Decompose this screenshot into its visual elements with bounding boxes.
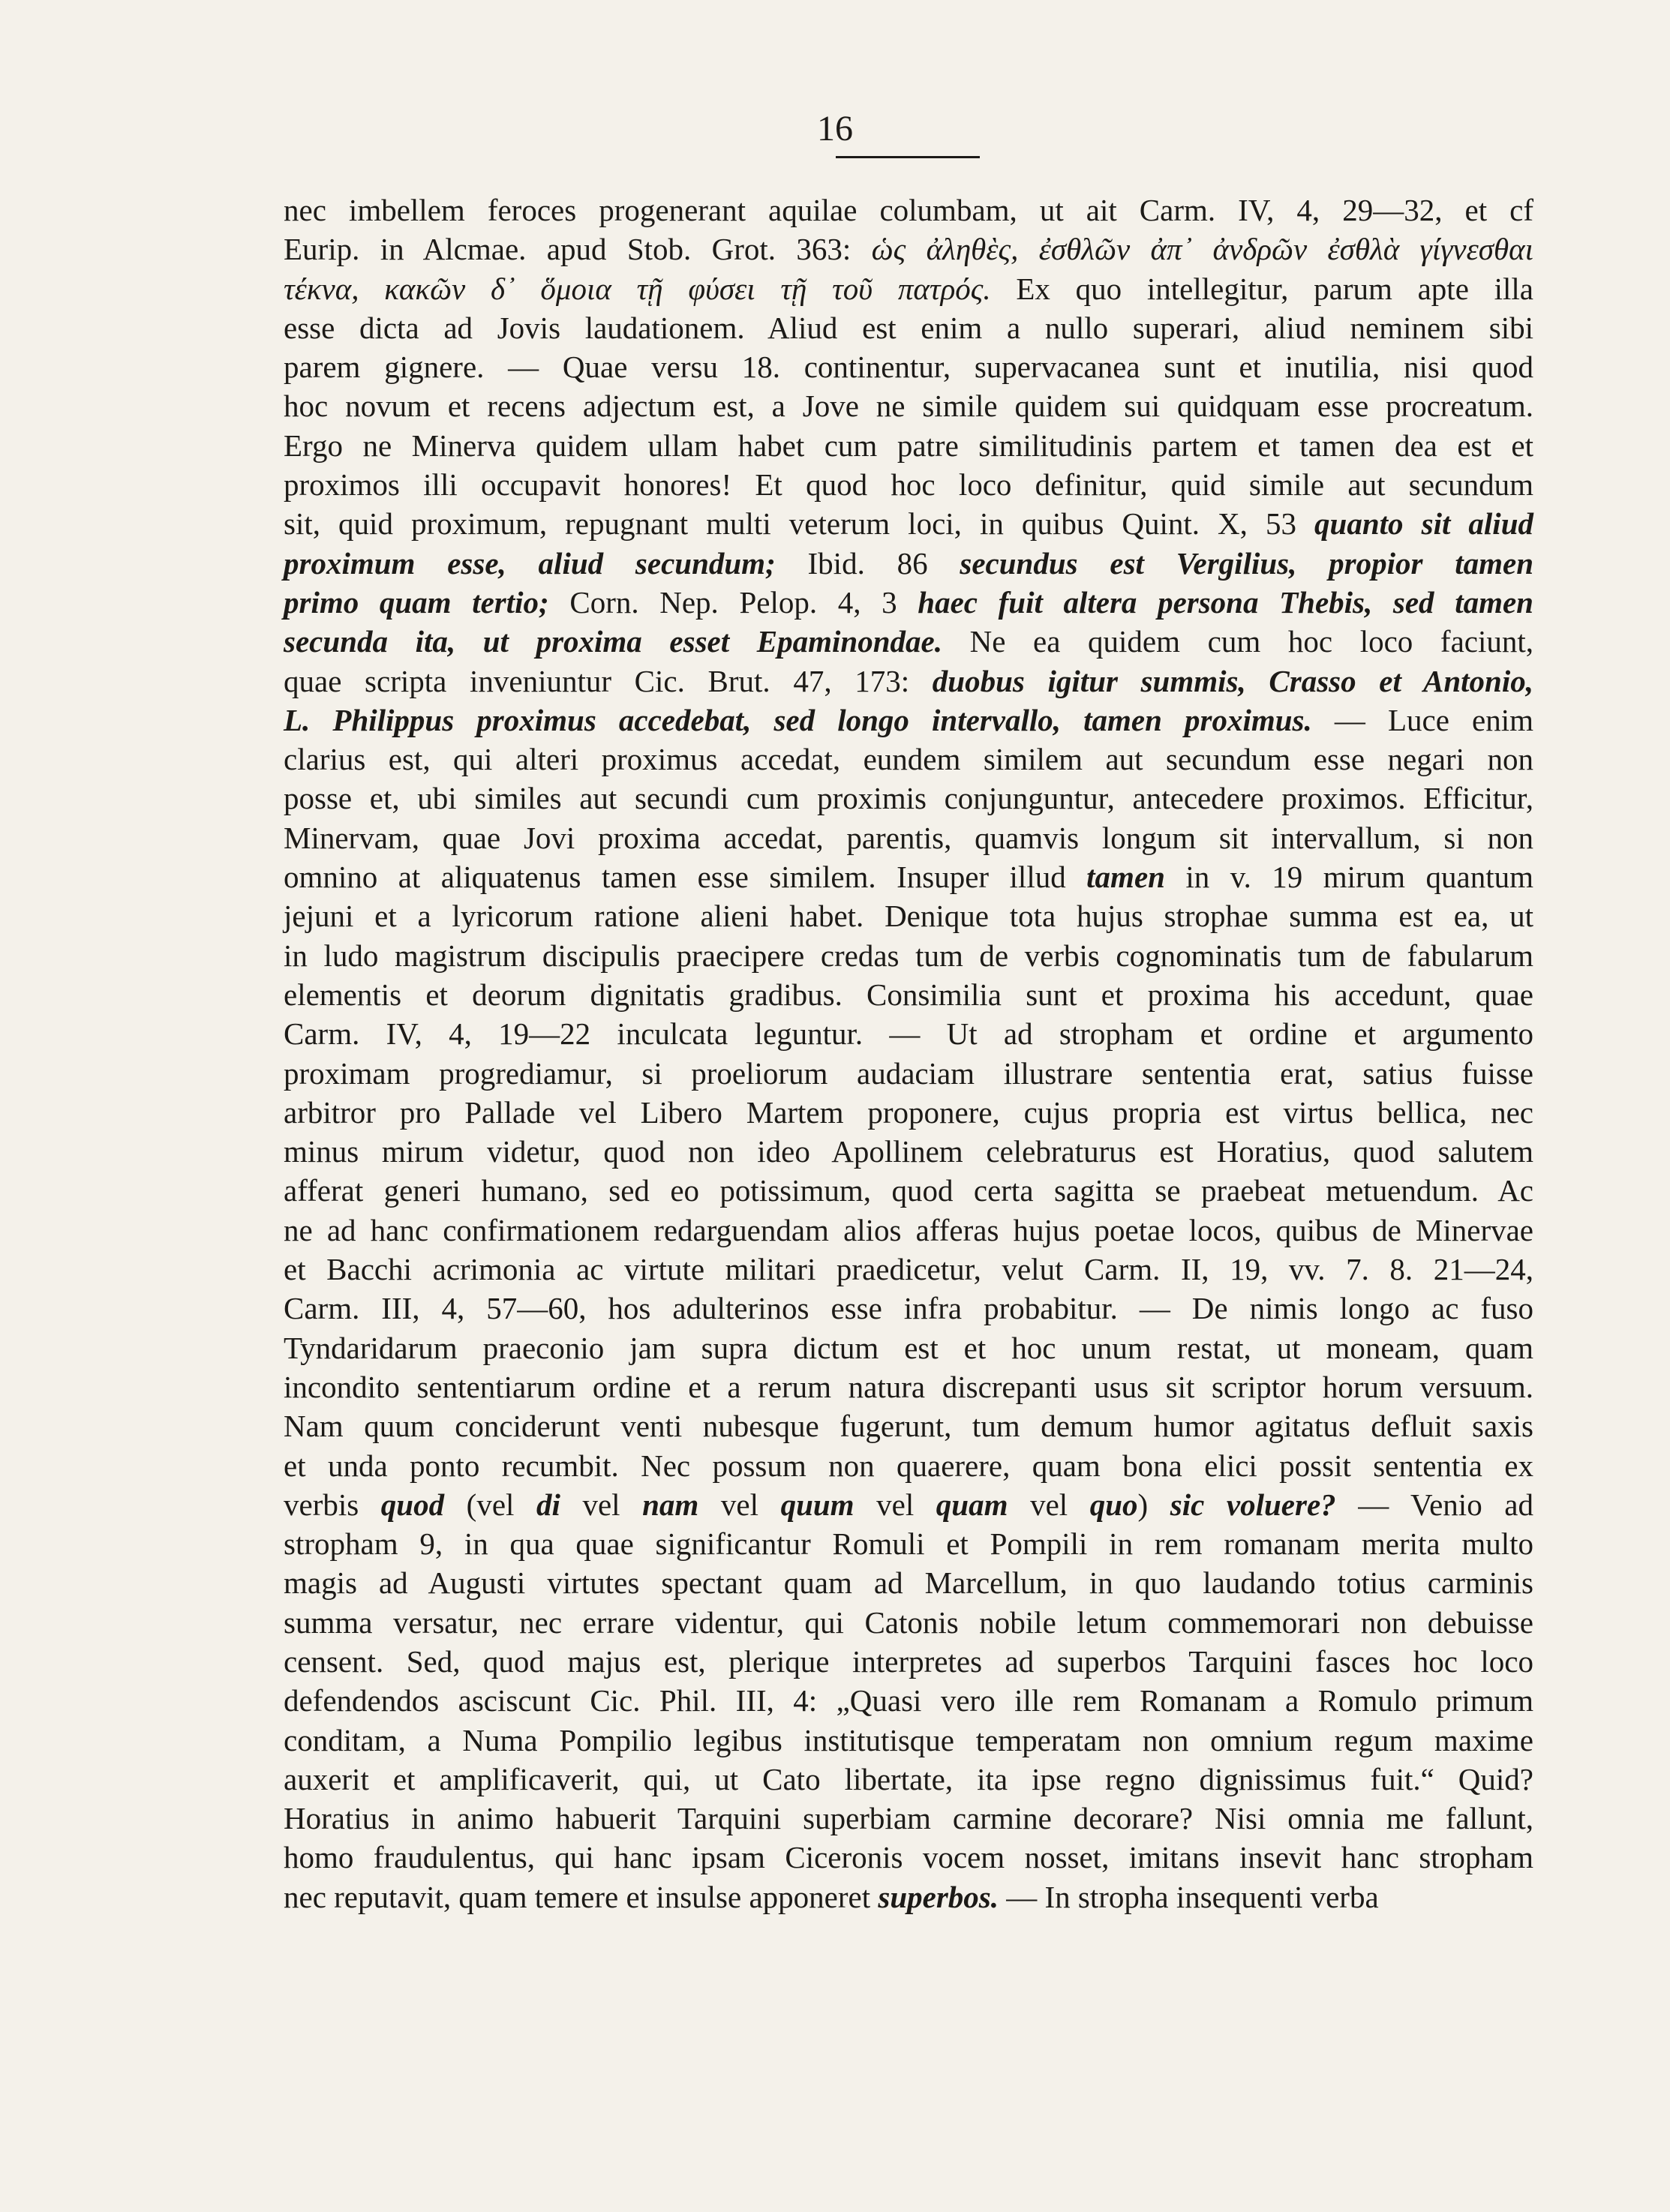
text-line: Eurip. in Alcmae. apud Stob. Grot. 363: ὡς ἀληθὲς, ἐσθλῶν ἀπ᾽ ἀνδρῶν ἐσθλὰ γίγνεσθαι [284,232,1533,267]
text-line: nec reputavit, quam temere et insulse apponeret superbos. — In stropha insequenti verba [284,1879,1379,1914]
text-line: Minervam, quae Jovi proxima accedat, parentis, quamvis longum sit intervallum, si non [284,820,1533,855]
text-line: auxerit et amplificaverit, qui, ut Cato libertate, ita ipse regno dignissimus fuit.“ Quid? [284,1761,1533,1796]
text-line: nec imbellem feroces progenerant aquilae columbam, ut ait Carm. IV, 4, 29—32, et cf [284,193,1533,227]
text-line: esse dicta ad Jovis laudationem. Aliud est enim a nullo superari, aliud neminem sibi [284,310,1533,345]
text-line: sit, quid proximum, repugnant multi veterum loci, in quibus Quint. X, 53 quanto sit aliud [284,506,1533,542]
text-line: verbis quod (vel di vel nam vel quum vel quam vel quo) sic voluere? — Venio ad [284,1487,1533,1522]
text-line: τέκνα, κακῶν δ᾽ ὅμοια τῇ φύσει τῇ τοῦ πατρός. Ex quo intellegitur, parum apte illa [284,271,1533,306]
text-line: Carm. IV, 4, 19—22 inculcata leguntur. — Ut ad stropham et ordine et argumento [284,1016,1533,1052]
text-line: proximos illi occupavit honores! Et quod hoc loco definitur, quid simile aut secundum [284,467,1533,503]
text-line: arbitror pro Pallade vel Libero Martem proponere, cujus propria est virtus bellica, nec [284,1094,1533,1130]
text-line: proximam progrediamur, si proeliorum audaciam illustrare sententia erat, satius fuisse [284,1055,1533,1091]
text-line: et unda ponto recumbit. Nec possum non quaerere, quam bona elici possit sententia ex [284,1448,1533,1483]
text-line: posse et, ubi similes aut secundi cum proximis conjunguntur, antecedere proximos. Efficitur, [284,781,1533,816]
text-line: minus mirum videtur, quod non ideo Apollinem celebraturus est Horatius, quod salutem [284,1134,1533,1169]
text-line: afferat generi humano, sed eo potissimum, quod certa sagitta se praebeat metuendum. Ac [284,1173,1533,1208]
text-line: omnino at aliquatenus tamen esse similem. Insuper illud tamen in v. 19 mirum quantum [284,860,1533,895]
page-number: 16 [817,109,853,149]
text-line: elementis et deorum dignitatis gradibus. Consimilia sunt et proxima his accedunt, quae [284,977,1533,1012]
text-line: censent. Sed, quod majus est, plerique interpretes ad superbos Tarquini fasces hoc loco [284,1643,1533,1679]
page-number-rule [836,156,980,158]
text-line: Horatius in animo habuerit Tarquini superbiam carmine decorare? Nisi omnia me fallunt, [284,1801,1533,1836]
text-line: Tyndaridarum praeconio jam supra dictum est et hoc unum restat, ut moneam, quam [284,1330,1533,1365]
text-line: homo fraudulentus, qui hanc ipsam Ciceronis vocem nosset, imitans insevit hanc stropham [284,1840,1533,1875]
text-line: secunda ita, ut proxima esset Epaminondae. Ne ea quidem cum hoc loco faciunt, [284,624,1533,659]
text-line: stropham 9, in qua quae significantur Romuli et Pompili in rem romanam merita multo [284,1526,1533,1562]
text-line: L. Philippus proximus accedebat, sed longo intervallo, tamen proximus. — Luce enim [284,702,1534,737]
text-line: Ergo ne Minerva quidem ullam habet cum patre similitudinis partem et tamen dea est et [284,428,1533,463]
text-line: defendendos asciscunt Cic. Phil. III, 4: „Quasi vero ille rem Romanam a Romulo primum [284,1683,1533,1718]
text-line: et Bacchi acrimonia ac virtute militari praedicetur, velut Carm. II, 19, vv. 7. 8. 21—24, [284,1252,1533,1287]
text-line: proximum esse, aliud secundum; Ibid. 86 secundus est Vergilius, propior tamen [284,545,1534,581]
text-line: Nam quum conciderunt venti nubesque fugerunt, tum demum humor agitatus defluit saxis [284,1409,1533,1444]
text-line: clarius est, qui alteri proximus accedat, eundem similem aut secundum esse negari non [284,742,1533,777]
text-line: summa versatur, nec errare videntur, qui Catonis nobile letum commemorari non debuisse [284,1604,1533,1640]
text-line: conditam, a Numa Pompilio legibus institutisque temperatam non omnium regum maxime [284,1722,1533,1757]
text-line: jejuni et a lyricorum ratione alieni habet. Denique tota hujus strophae summa est ea, ut [284,899,1533,934]
text-line: primo quam tertio; Corn. Nep. Pelop. 4, 3 haec fuit altera persona Thebis, sed tamen [284,584,1533,620]
text-line: magis ad Augusti virtutes spectant quam ad Marcellum, in quo laudando totius carminis [284,1565,1533,1601]
text-line: hoc novum et recens adjectum est, a Jove ne simile quidem sui quidquam esse procreatum. [284,389,1533,424]
text-line: Carm. III, 4, 57—60, hos adulterinos esse infra probabitur. — De nimis longo ac fuso [284,1291,1533,1326]
text-line: in ludo magistrum discipulis praecipere credas tum de verbis cognominatis tum de fabularum [284,938,1533,973]
body-text [284,191,1533,1916]
text-line: parem gignere. — Quae versu 18. continentur, supervacanea sunt et inutilia, nisi quod [284,350,1533,385]
text-line: incondito sententiarum ordine et a rerum natura discrepanti usus sit scriptor horum versuum. [284,1369,1533,1404]
text-line: quae scripta inveniuntur Cic. Brut. 47, 173: duobus igitur summis, Crasso et Antonio, [284,663,1533,698]
text-line: ne ad hanc confirmationem redarguendam alios afferas hujus poetae locos, quibus de Minervae [284,1212,1533,1247]
